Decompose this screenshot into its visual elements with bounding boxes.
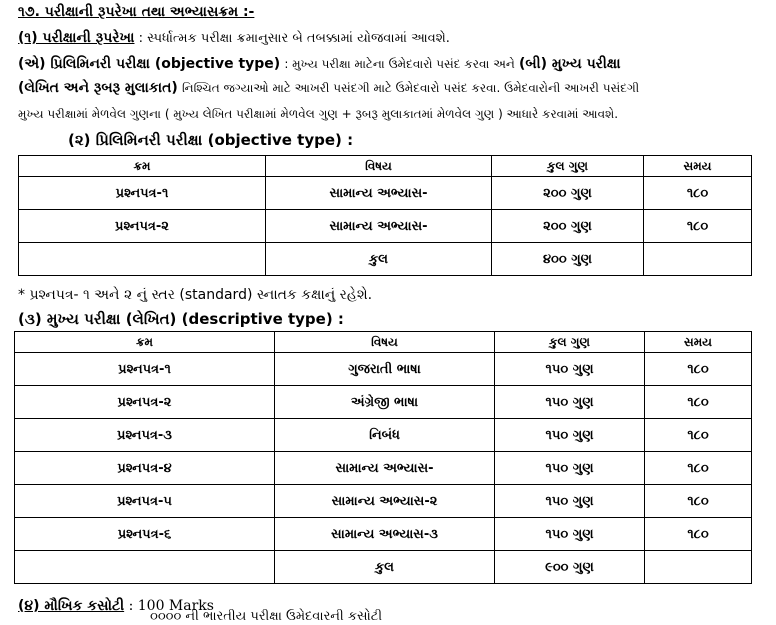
prelim-note <box>18 287 372 303</box>
para-a-line3 <box>18 106 618 122</box>
total-value: ૪૦૦ ગુણ <box>492 243 644 276</box>
table-cell: ૧૫૦ ગુણ <box>495 353 645 386</box>
table-cell: પ્રશ્નપત્ર-૧ <box>15 353 275 386</box>
table-cell: નિબંધ <box>275 419 495 452</box>
table-row <box>15 452 752 485</box>
table-cell: ૧૮૦ <box>645 386 752 419</box>
section-title-text: ૧૭. પરીક્ષાની રૂપરેખા તથા અભ્યાસક્રમ :- <box>18 4 255 20</box>
table-cell: પ્રશ્નપત્ર-૫ <box>15 485 275 518</box>
table-cell-empty <box>19 243 266 276</box>
para-a-text3: મુખ્ય પરીક્ષામાં મેળવેલ ગુણના ( મુખ્ય લેખિત પરીક્ષામાં મેળવેલ ગુણ + રૂબરૂ મુલાકાતમાં મેળવેલ ગુણ ) આધારે કરવામાં આવશે. <box>18 107 619 121</box>
mains-title-text: (૩) મુખ્ય પરીક્ષા (લેખિત) (descriptive type) : <box>18 310 344 328</box>
table-cell: ૧૮૦ <box>644 177 752 210</box>
part1-heading: (૧) પરીક્ષાની રૂપરેખા <box>18 30 135 46</box>
mains-total-row <box>15 551 752 584</box>
table-cell: પ્રશ્નપત્ર-૨ <box>15 386 275 419</box>
table-cell: પ્રશ્નપત્ર-૬ <box>15 518 275 551</box>
table-cell: ૧૫૦ ગુણ <box>495 452 645 485</box>
table-cell: ૨૦૦ ગુણ <box>492 210 644 243</box>
para-b-heading: (બી) મુખ્ય પરીક્ષા <box>518 56 621 72</box>
table-cell: પ્રશ્નપત્ર-૧ <box>19 177 266 210</box>
part1-line <box>18 30 450 47</box>
table-cell-empty <box>645 551 752 584</box>
total-label: કુલ <box>266 243 492 276</box>
table-cell: ૧૮૦ <box>644 210 752 243</box>
mains-header-cell: સમય <box>645 332 752 353</box>
oral-text: : 100 Marks <box>128 598 214 614</box>
mains-title <box>18 311 344 327</box>
prelim-table <box>18 155 752 276</box>
table-cell: સામાન્ય અભ્યાસ- <box>266 177 492 210</box>
table-cell: અંગ્રેજી ભાષા <box>275 386 495 419</box>
prelim-header-row <box>19 156 752 177</box>
table-cell: ૧૫૦ ગુણ <box>495 386 645 419</box>
prelim-header-cell: સમય <box>644 156 752 177</box>
table-cell: ૧૮૦ <box>645 452 752 485</box>
total-label: કુલ <box>275 551 495 584</box>
table-cell: ગુજરાતી ભાષા <box>275 353 495 386</box>
table-cell: સામાન્ય અભ્યાસ-૨ <box>275 485 495 518</box>
mains-header-cell: કુલ ગુણ <box>495 332 645 353</box>
prelim-header-cell: વિષય <box>266 156 492 177</box>
table-row <box>15 485 752 518</box>
para-a-line1 <box>18 56 621 73</box>
table-cell: સામાન્ય અભ્યાસ- <box>275 452 495 485</box>
mains-header-cell: ક્રમ <box>15 332 275 353</box>
mains-header-cell: વિષય <box>275 332 495 353</box>
table-row <box>19 177 752 210</box>
para-a-line2 <box>18 80 639 97</box>
mains-header-row <box>15 332 752 353</box>
part1-text: : સ્પર્ધાત્મક પરીક્ષા ક્રમાનુસાર બે તબક્કામાં યોજવામાં આવશે. <box>138 31 450 46</box>
table-cell: ૧૮૦ <box>645 485 752 518</box>
cut-off-line <box>150 609 620 625</box>
table-cell: ૨૦૦ ગુણ <box>492 177 644 210</box>
prelim-note-text: * પ્રશ્નપત્ર- ૧ અને ૨ નું સ્તર (standard) સ્નાતક કક્ષાનું રહેશે. <box>18 287 373 303</box>
prelim-header-cell: કુલ ગુણ <box>492 156 644 177</box>
section-title <box>18 4 254 20</box>
table-cell: પ્રશ્નપત્ર-૨ <box>19 210 266 243</box>
prelim-total-row <box>19 243 752 276</box>
table-cell-empty <box>644 243 752 276</box>
mains-table <box>14 331 752 584</box>
table-cell: ૧૫૦ ગુણ <box>495 419 645 452</box>
table-cell: સામાન્ય અભ્યાસ- <box>266 210 492 243</box>
oral-heading: (૪) મૌખિક કસોટી <box>18 598 125 614</box>
table-cell: ૧૮૦ <box>645 353 752 386</box>
table-row <box>19 210 752 243</box>
prelim-title <box>68 132 353 148</box>
prelim-title-text: (૨) પ્રિલિમિનરી પરીક્ષા (objective type) : <box>68 131 354 149</box>
para-b-heading2: (લેખિત અને રૂબરૂ મુલાકાત) <box>18 80 178 96</box>
table-cell: ૧૮૦ <box>645 419 752 452</box>
para-a-heading: (એ) પ્રિલિમિનરી પરીક્ષા (objective type) <box>18 56 281 72</box>
table-row <box>15 386 752 419</box>
table-cell: ૧૫૦ ગુણ <box>495 485 645 518</box>
total-value: ૯૦૦ ગુણ <box>495 551 645 584</box>
prelim-header-cell: ક્રમ <box>19 156 266 177</box>
cut-off-line-text: ૦૦૦૦ ની ભારતીય પરીક્ષા ઉમેદવારની કસોટી <box>150 609 383 624</box>
table-row <box>15 518 752 551</box>
table-cell-empty <box>15 551 275 584</box>
para-a-text2: નિશ્ચિત જગ્યાઓ માટે આખરી પસંદગી માટે ઉમેદવારો પસંદ કરવા. ઉમેદવારોની આખરી પસંદગી <box>181 81 640 95</box>
table-cell: પ્રશ્નપત્ર-૩ <box>15 419 275 452</box>
table-cell: ૧૫૦ ગુણ <box>495 518 645 551</box>
para-a-text1: : મુખ્ય પરીક્ષા માટેના ઉમેદવારો પસંદ કરવા અને <box>284 57 515 71</box>
table-row <box>15 353 752 386</box>
table-row <box>15 419 752 452</box>
table-cell: પ્રશ્નપત્ર-૪ <box>15 452 275 485</box>
table-cell: સામાન્ય અભ્યાસ-૩ <box>275 518 495 551</box>
table-cell: ૧૮૦ <box>645 518 752 551</box>
